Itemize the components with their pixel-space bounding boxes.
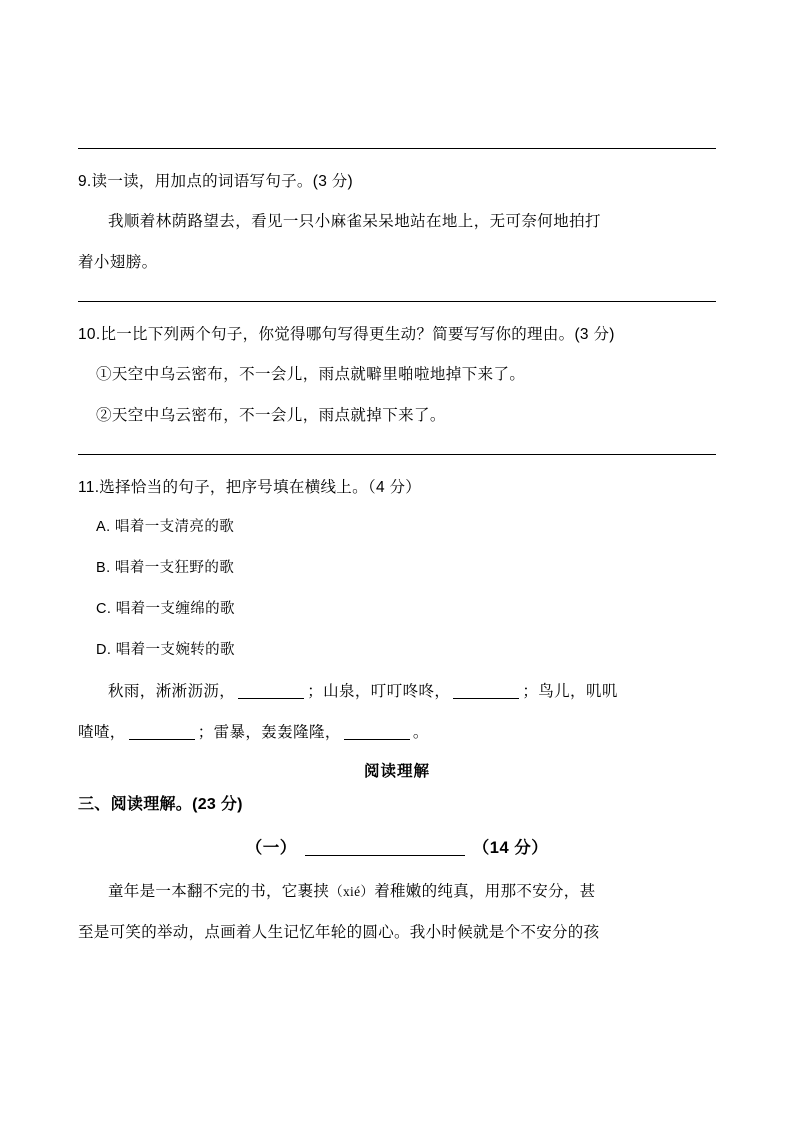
answer-blank-1[interactable] bbox=[238, 698, 304, 699]
question-11-fill-line-1 bbox=[78, 671, 716, 712]
question-9-number: 9. bbox=[78, 173, 92, 190]
title-blank[interactable] bbox=[305, 855, 465, 856]
divider-after-q9 bbox=[78, 301, 716, 302]
passage-line-1-a: 童年是一本翻不完的书，它裹挟 bbox=[108, 883, 330, 900]
question-10-text: 比一比下列两个句子，你觉得哪句写得更生动？简要写写你的理由。(3 分) bbox=[100, 326, 615, 343]
passage-line-2: 至是可笑的举动，点画着人生记忆年轮的圆心。我小时候就是个不安分的孩 bbox=[78, 924, 600, 941]
answer-blank-2[interactable] bbox=[453, 698, 519, 699]
question-9-text: 读一读，用加点的词语写句子。(3 分) bbox=[91, 173, 353, 190]
question-9-body-line-2: 着小翅膀。 bbox=[78, 254, 158, 271]
fill-line-2-part-c: 。 bbox=[412, 724, 429, 741]
reading-banner: 阅读理解 bbox=[363, 763, 430, 780]
fill-line-2-part-b: ；雷暴，轰轰隆隆， bbox=[197, 724, 341, 741]
question-9 bbox=[78, 163, 716, 283]
reading-section-heading: 三、阅读理解。(23 分) bbox=[78, 796, 243, 813]
question-10-item-1: ①天空中乌云密布，不一会儿，雨点就噼里啪啦地掉下来了。 bbox=[96, 366, 526, 383]
question-11-option-d: D. 唱着一支婉转的歌 bbox=[96, 642, 235, 658]
reading-subheading bbox=[78, 825, 716, 871]
question-11-fill-line-2 bbox=[78, 712, 716, 753]
question-9-body-line-1: 我顺着林荫路望去，看见一只小麻雀呆呆地站在地上，无可奈何地拍打 bbox=[108, 213, 601, 230]
question-11-text: 选择恰当的句子，把序号填在横线上。（4 分） bbox=[99, 479, 422, 496]
answer-blank-4[interactable] bbox=[344, 739, 410, 740]
question-11 bbox=[78, 469, 716, 753]
question-10-item-2: ②天空中乌云密布，不一会儿，雨点就掉下来了。 bbox=[96, 407, 446, 424]
question-11-number: 11. bbox=[78, 479, 100, 496]
spacer bbox=[78, 283, 716, 301]
answer-blank-3[interactable] bbox=[129, 739, 195, 740]
reading-passage bbox=[78, 871, 716, 953]
question-10-prompt bbox=[78, 316, 716, 354]
spacer bbox=[78, 436, 716, 454]
passage-pinyin: （xié） bbox=[329, 884, 375, 899]
divider-top bbox=[78, 148, 716, 149]
passage-line-1 bbox=[78, 871, 716, 912]
fill-line-1-part-b: ；山泉，叮叮咚咚， bbox=[307, 683, 451, 700]
question-11-option-c: C. 唱着一支缠绵的歌 bbox=[96, 601, 235, 617]
fill-line-2-part-a: 喳喳， bbox=[78, 724, 126, 741]
fill-line-1-part-c: ；鸟儿，叽叽 bbox=[522, 683, 618, 700]
question-11-option-a: A. 唱着一支清亮的歌 bbox=[96, 519, 235, 535]
question-9-prompt bbox=[78, 163, 716, 201]
question-10-number: 10. bbox=[78, 326, 101, 343]
question-11-option-b: B. 唱着一支狂野的歌 bbox=[96, 560, 235, 576]
divider-after-q10 bbox=[78, 454, 716, 455]
fill-line-1-part-a: 秋雨，淅淅沥沥， bbox=[108, 683, 236, 700]
reading-subheading-label: （一） bbox=[245, 839, 297, 857]
reading-subheading-score: （14 分） bbox=[472, 839, 549, 857]
question-11-prompt bbox=[78, 469, 716, 507]
question-10 bbox=[78, 316, 716, 436]
passage-line-1-b: 着稚嫩的纯真，用那不安分，甚 bbox=[374, 883, 596, 900]
page-content bbox=[78, 148, 716, 953]
